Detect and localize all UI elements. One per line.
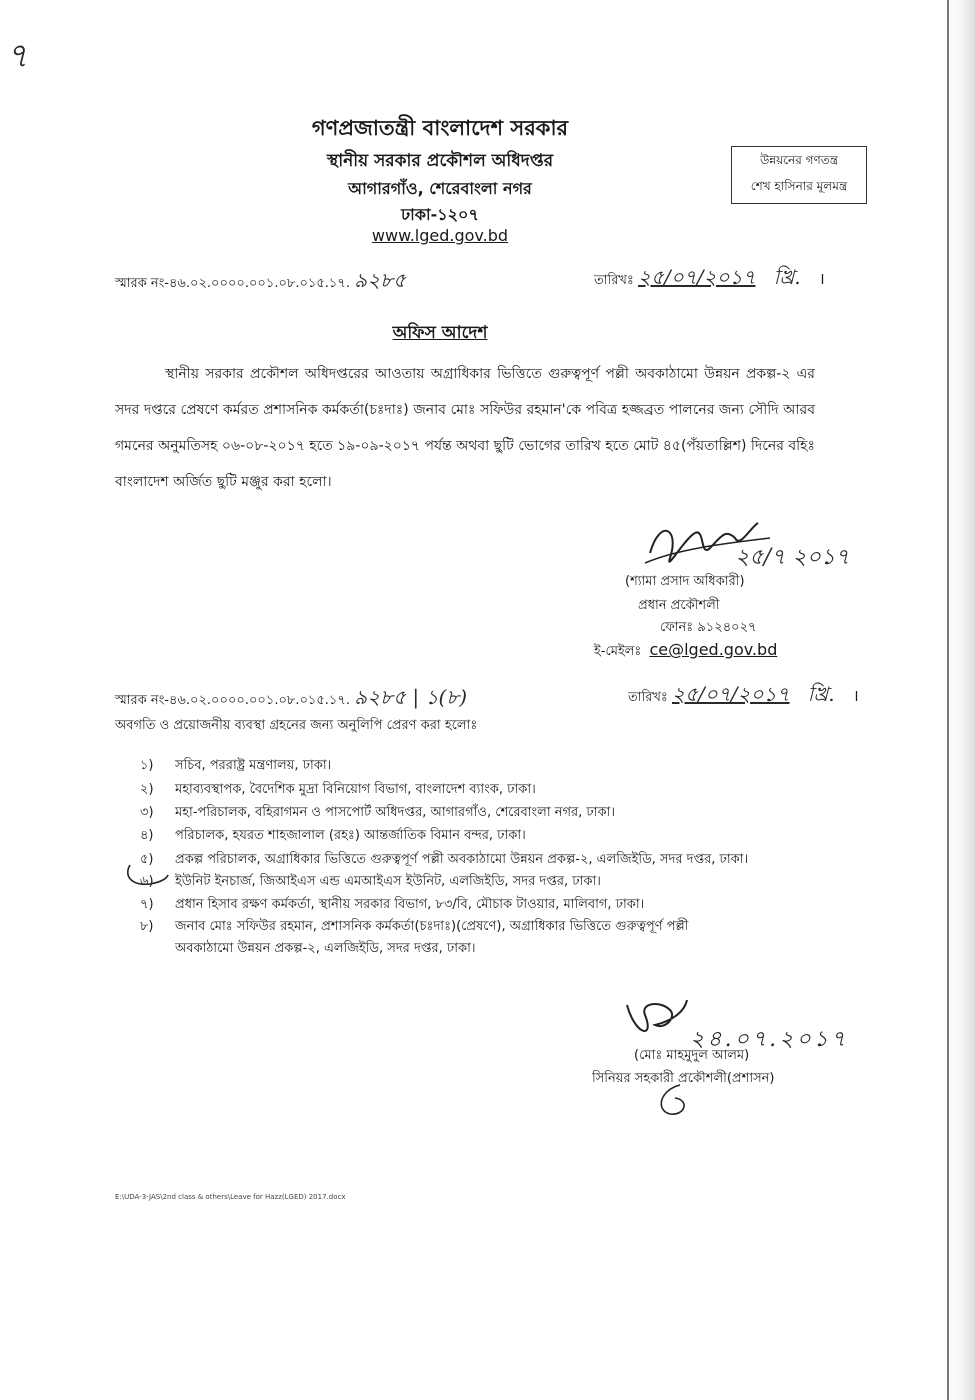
memo-1-ref-handwritten: ৯২৮৫ xyxy=(354,268,407,292)
memo-1-date-handwritten: ২৫/০৭/২০১৭ xyxy=(638,265,756,289)
recipient-7-number: ৭) xyxy=(140,897,154,912)
memo-2-date-handwritten: ২৫/০৭/২০১৭ xyxy=(672,682,790,706)
address-line-1: আগারগাঁও, শেরেবাংলা নগর xyxy=(348,179,532,198)
recipient-1-number: ১) xyxy=(140,758,154,773)
memo-2-ref-label: স্মারক নং-৪৬.০২.০০০০.০০১.০৮.০১৫.১৭. xyxy=(115,693,350,708)
order-title: অফিস আদেশ xyxy=(392,323,488,343)
signature-1-date-handwritten: ২৫/৭ ২০১৭ xyxy=(735,545,850,570)
memo-2-date-label: তারিখঃ xyxy=(628,690,668,705)
recipient-1-text: সচিব, পররাষ্ট্র মন্ত্রণালয়, ঢাকা। xyxy=(175,758,332,773)
motto-line-1: উন্নয়নের গণতন্ত্র xyxy=(759,153,839,167)
memo-1-date-label: তারিখঃ xyxy=(594,273,634,288)
recipient-2-text: মহাব্যবস্থাপক, বৈদেশিক মুদ্রা বিনিয়োগ বিভাগ, বাংলাদেশ ব্যাংক, ঢাকা। xyxy=(175,782,536,797)
memo-2-date-suffix: খ্রি. xyxy=(807,682,835,706)
memo-1-date xyxy=(594,263,825,296)
memo-2-date-end: । xyxy=(852,686,859,705)
signatory-1-email-link[interactable]: ce@lged.gov.bd xyxy=(649,640,778,659)
recipient-8-number: ৮) xyxy=(140,919,154,934)
memo-1-date-suffix: খ্রি. xyxy=(773,265,801,289)
memo-1-reference xyxy=(115,266,406,299)
recipient-8-text: জনাব মোঃ সফিউর রহমান, প্রশাসনিক কর্মকর্তা(চঃদাঃ)(প্রেষণে), অগ্রাধিকার ভিত্তিতে গুরুত্বপূর্ণ পল্লী xyxy=(175,919,689,934)
handwritten-tick-mark xyxy=(122,860,172,890)
memo-1-date-end: । xyxy=(818,269,825,288)
copy-intro: অবগতি ও প্রয়োজনীয় ব্যবস্থা গ্রহনের জন্য অনুলিপি প্রেরণ করা হলোঃ xyxy=(115,718,478,733)
recipient-8-text-continued: অবকাঠামো উন্নয়ন প্রকল্প-২, এলজিইডি, সদর দপ্তর, ঢাকা। xyxy=(175,941,476,956)
margin-handwritten-mark: ৭ xyxy=(6,36,29,76)
motto-box xyxy=(731,146,867,204)
recipient-3-text: মহা-পরিচালক, বহিরাগমন ও পাসপোর্ট অধিদপ্তর, আগারগাঁও, শেরেবাংলা নগর, ঢাকা। xyxy=(175,805,616,820)
address-line-2: ঢাকা-১২০৭ xyxy=(401,205,479,224)
recipient-5-number: ৫) xyxy=(140,852,154,867)
signatory-2-designation: সিনিয়র সহকারী প্রকৌশলী(প্রশাসন) xyxy=(592,1071,775,1086)
recipient-2-number: ২) xyxy=(140,782,154,797)
signatory-1-name: (শ্যামা প্রসাদ অধিকারী) xyxy=(625,574,745,589)
signatory-2-name: (মোঃ মাহমুদুল আলম) xyxy=(634,1048,750,1063)
website-link[interactable]: www.lged.gov.bd xyxy=(371,226,509,245)
recipient-4-text: পরিচালক, হযরত শাহজালাল (রহঃ) আন্তর্জাতিক বিমান বন্দর, ঢাকা। xyxy=(175,828,526,843)
recipient-6-number: ৬) xyxy=(140,874,154,889)
recipient-5-text: প্রকল্প পরিচালক, অগ্রাধিকার ভিত্তিতে গুরুত্বপূর্ণ পল্লী অবকাঠামো উন্নয়ন প্রকল্প-২, এলজিইডি, সদর দপ্তর, ঢাকা। xyxy=(175,852,749,867)
memo-1-ref-label: স্মারক নং-৪৬.০২.০০০০.০০১.০৮.০১৫.১৭. xyxy=(115,276,350,291)
order-body: স্থানীয় সরকার প্রকৌশল অধিদপ্তরের আওতায় অগ্রাধিকার ভিত্তিতে গুরুত্বপূর্ণ পল্লী অবকাঠামো উন্নয়ন প্রকল্প-২ এর সদর দপ্তরে প্রেষণে কর্মরত প্রশাসনিক কর্মকর্তা(চঃদাঃ) জনাব মোঃ সফিউর রহমান'কে পবিত্র হজ্জব্রত পালনের জন্য সৌদি আরব গমনের অনুমতিসহ ০৬-০৮-২০১৭ হতে ১৯-০৯-২০১৭ পর্যন্ত অথবা ছুটি ভোগের তারিখ হতে মোট ৪৫(পঁয়তাল্লিশ) দিনের বহিঃ বাংলাদেশ অর্জিত ছুটি মঞ্জুর করা হলো। xyxy=(115,366,815,490)
memo-2-ref-handwritten: ৯২৮৫ | ১(৮) xyxy=(354,685,468,709)
recipient-7-text: প্রধান হিসাব রক্ষণ কর্মকর্তা, স্থানীয় সরকার বিভাগ, ৮৩/বি, মৌচাক টাওয়ার, মালিবাগ, ঢাকা। xyxy=(175,897,645,912)
department-name: স্থানীয় সরকার প্রকৌশল অধিদপ্তর xyxy=(326,151,554,171)
memo-2-reference xyxy=(115,683,467,716)
motto-line-2: শেখ হাসিনার মূলমন্ত্র xyxy=(750,179,848,193)
footer-file-path: E:\UDA-3-JAS\2nd class & others\Leave for Hazz(LGED) 2017.docx xyxy=(115,1193,346,1201)
signatory-1-designation: প্রধান প্রকৌশলী xyxy=(638,598,720,613)
scan-edge-shadow xyxy=(945,0,975,1400)
signatory-1-phone: ফোনঃ ৯১২৪০২৭ xyxy=(660,620,757,635)
recipient-3-number: ৩) xyxy=(140,805,154,820)
government-title: গণপ্রজাতন্ত্রী বাংলাদেশ সরকার xyxy=(311,116,569,140)
signatory-1-email-row xyxy=(594,640,777,663)
scan-edge-line xyxy=(947,0,949,1400)
signatory-1-email-label: ই-মেইলঃ xyxy=(594,644,642,659)
signature-2-date-handwritten: ২৪.০৭.২০১৭ xyxy=(690,1027,849,1052)
recipient-4-number: ৪) xyxy=(140,828,154,843)
initial-scribble xyxy=(650,1080,700,1120)
recipient-6-text: ইউনিট ইনচার্জ, জিআইএস এন্ড এমআইএস ইউনিট, এলজিইডি, সদর দপ্তর, ঢাকা। xyxy=(175,874,601,889)
memo-2-date xyxy=(628,680,859,713)
